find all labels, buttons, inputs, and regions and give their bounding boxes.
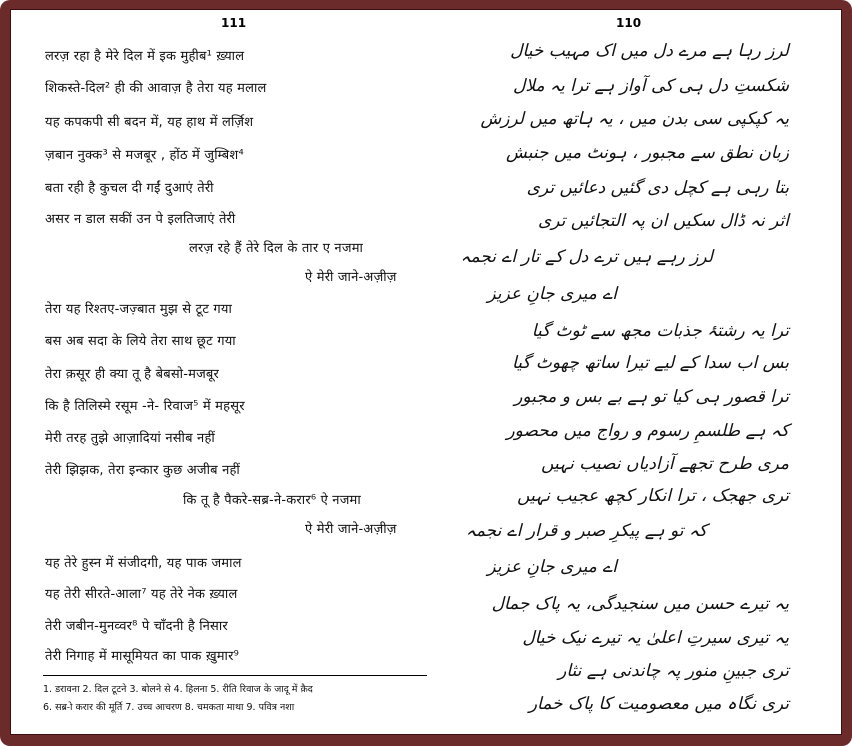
urdu-line: کہ ہے طلسمِ رسوم و رواج میں محصور	[506, 421, 789, 441]
urdu-refrain: کہ تو ہے پیکرِ صبر و قرار اے نجمہ	[465, 521, 707, 541]
hindi-line: तेरी निगाह में मासूमियत का पाक ख़ुमार⁹	[45, 649, 240, 664]
urdu-line: بس اب سدا کے لیے تیرا ساتھ چھوٹ گیا	[512, 353, 789, 373]
hindi-line: यह तेरी सीरते-आला⁷ यह तेरे नेक ख़्याल	[45, 587, 238, 602]
urdu-refrain-short: اے میری جانِ عزیز	[487, 284, 617, 304]
hindi-line: तेरी झिझक, तेरा इन्कार कुछ अजीब नहीं	[45, 463, 240, 478]
hindi-line: बस अब सदा के लिये तेरा साथ छूट गया	[45, 334, 236, 349]
hindi-line: कि है तिलिस्मे रसूम -ने- रिवाज⁵ में महसूर	[45, 399, 245, 414]
urdu-line: اثر نہ ڈال سکیں ان پہ التجائیں تری	[537, 211, 789, 231]
right-page-number: 110	[616, 16, 642, 30]
urdu-line: زبان نطق سے مجبور ، ہونٹ میں جنبش	[506, 143, 789, 163]
urdu-refrain: لرز رہے ہیں ترے دل کے تار اے نجمہ	[460, 247, 713, 267]
urdu-line: ترا قصور ہی کیا تو ہے بے بس و مجبور	[514, 387, 789, 407]
footnote-line: 1. डरावना 2. दिल टूटने 3. बोलने से 4. हिलना 5. रीति रिवाज के जादू में क़ैद	[43, 684, 313, 695]
hindi-line: यह कपकपी सी बदन में, यह हाथ में लर्ज़िश	[45, 115, 254, 130]
hindi-line: शिकस्ते-दिल² ही की आवाज़ है तेरा यह मलाल	[45, 81, 267, 96]
urdu-line: تری جھجک ، ترا انکار کچھ عجیب نہیں	[517, 486, 789, 506]
footnote-line: 6. सब्र-ो करार की मूर्ति 7. उच्च आचरण 8. चमकता माथा 9. पवित्र नशा	[43, 702, 295, 713]
urdu-line: یہ تیرے حسن میں سنجیدگی، یہ پاک جمال	[491, 594, 789, 614]
urdu-line: یہ کپکپی سی بدن میں ، یہ ہاتھ میں لرزش	[480, 109, 789, 129]
hindi-refrain-short: ऐ मेरी जाने-अज़ीज़	[305, 270, 397, 285]
hindi-line: तेरी जबीन-मुनव्वर⁸ पे चाँदनी है निसार	[45, 619, 228, 634]
hindi-refrain: कि तू है पैकरे-सब्र-ने-करार⁶ ऐ नजमा	[183, 493, 361, 508]
hindi-line: यह तेरे हुस्न में संजीदगी, यह पाक जमाल	[45, 556, 242, 571]
urdu-line: ترا یہ رشتۂ جذبات مجھ سے ٹوٹ گیا	[531, 321, 789, 341]
urdu-line: مری طرح تجھے آزادیاں نصیب نہیں	[541, 454, 789, 474]
urdu-refrain-short: اے میری جانِ عزیز	[487, 557, 617, 577]
urdu-line: تری نگاہ میں معصومیت کا پاک خمار	[528, 694, 789, 714]
hindi-line: तेरा क़सूर ही क्या तू है बेबसो-मजबूर	[45, 367, 220, 382]
book-spread	[10, 9, 842, 735]
hindi-refrain: लरज़ रहे हैं तेरे दिल के तार ए नजमा	[189, 241, 364, 256]
hindi-line: मेरी तरह तुझे आज़ादियां नसीब नहीं	[45, 431, 215, 446]
hindi-line: बता रही है कुचल दी गईं दुआएं तेरी	[45, 181, 214, 196]
urdu-line: یہ تیری سیرتِ اعلیٰ یہ تیرے نیک خیال	[522, 628, 789, 648]
urdu-line: تری جبینِ منور پہ چاندنی ہے نثار	[558, 661, 789, 681]
footnote-divider	[43, 675, 427, 676]
urdu-line: شکستِ دل ہی کی آواز ہے ترا یہ ملال	[513, 76, 789, 96]
hindi-refrain-short: ऐ मेरी जाने-अज़ीज़	[305, 522, 397, 537]
hindi-line: तेरा यह रिश्तए-जज़्बात मुझ से टूट गया	[45, 302, 233, 317]
hindi-line: असर न डाल सकीं उन पे इलतिजाएं तेरी	[45, 212, 236, 227]
urdu-line: بتا رہی ہے کچل دی گئیں دعائیں تری	[526, 178, 789, 198]
hindi-line: ज़बान नुक्क³ से मजबूर , होंठ में जुम्बिश⁴	[45, 148, 244, 163]
hindi-line: लरज़ रहा है मेरे दिल में इक मुहीब¹ ख़्याल	[45, 49, 245, 64]
left-page-number: 111	[221, 16, 247, 30]
urdu-line: لرز رہا ہے مرے دل میں اک مہیب خیال	[510, 41, 789, 61]
